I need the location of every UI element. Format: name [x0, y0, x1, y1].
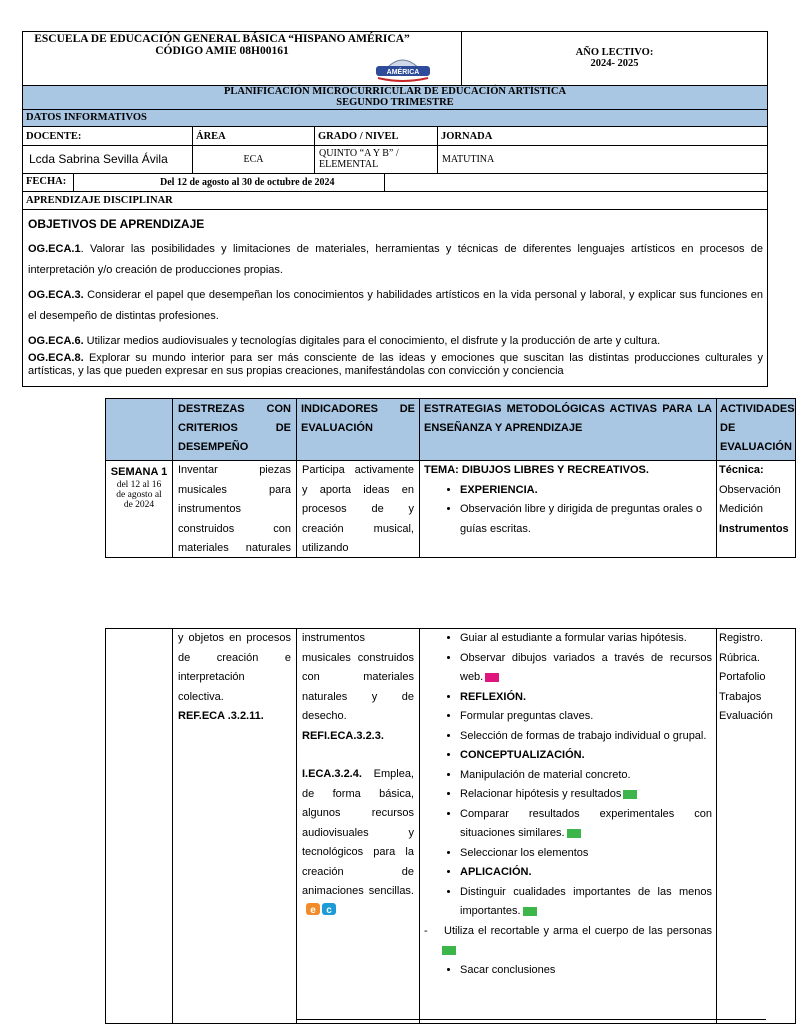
grado-value: QUINTO “A Y B” /	[319, 148, 399, 159]
table-header-week-cell	[105, 398, 173, 461]
destreza-text: y objetos en procesos de creación e interpretación colectiva.	[178, 632, 291, 703]
actividad-item: Evaluación	[719, 710, 773, 722]
datos-informativos-band	[22, 109, 768, 127]
grado-value-cell	[314, 145, 438, 174]
table-header-destrezas: DESTREZAS CON CRITERIOS DE DESEMPEÑO	[172, 398, 297, 461]
objetivo-item: OG.ECA.1. Valorar las posibilidades y limitaciones de materiales, herramientas y técnicas de diferentes lenguajes artísticos en procesos de interpretación y/o creación de producciones propias.	[28, 243, 763, 276]
week-cell-continued	[105, 628, 173, 1024]
week-label: SEMANA 1	[110, 466, 168, 478]
ecuador-edu-icon	[305, 902, 337, 924]
estrategias-cell-continued	[419, 628, 717, 1024]
grado-label-cell	[314, 126, 438, 146]
jornada-value: MATUTINA	[442, 154, 495, 165]
tecnica-label: Técnica:	[719, 464, 764, 476]
estrategia-item: • Formular preguntas claves.	[460, 707, 712, 727]
estrategias-cell	[419, 460, 717, 558]
estrategia-item: • EXPERIENCIA.	[460, 481, 712, 501]
table-header-estrategias: ESTRATEGIAS METODOLÓGICAS ACTIVAS PARA LA ENSEÑANZA Y APRENDIZAJE	[419, 398, 717, 461]
destreza-cell-continued	[172, 628, 297, 1024]
objetivo-item: OG.ECA.3. Considerar el papel que desempeñan los conocimientos y habilidades artísticos en la vida personal y laboral, y explicar sus funciones en el desempeño de distintas profesiones.	[28, 289, 763, 322]
jornada-value-cell	[437, 145, 768, 174]
aprendizaje-label-cell	[22, 191, 768, 210]
docente-label: DOCENTE:	[26, 131, 82, 142]
fecha-value: Del 12 de agosto al 30 de octubre de 2024	[160, 177, 335, 188]
logo-text: AMÉRICA	[386, 69, 420, 76]
indicador-cell: Participa activamente y aporta ideas en procesos de y creación musical, utilizando	[296, 460, 420, 558]
objetivo-item: OG.ECA.8. Explorar su mundo interior para ser más consciente de las ideas y emociones que suscitan las distintas producciones culturales y artísticas, y las que pueden expresar en sus propias creaciones, manifestándolas con convicción y conciencia	[28, 352, 763, 377]
objetivos-heading: OBJETIVOS DE APRENDIZAJE	[28, 217, 205, 231]
school-year-cell	[461, 31, 768, 86]
actividad-item: Portafolio	[719, 671, 766, 683]
fecha-value-cell	[73, 173, 385, 192]
school-logo	[352, 44, 452, 84]
estrategia-item: • Observar dibujos variados a través de recursos web.	[460, 649, 712, 688]
instrumentos-label: Instrumentos	[719, 522, 789, 535]
jornada-label: JORNADA	[441, 131, 493, 142]
estrategia-item: • Selección de formas de trabajo individual o grupal.	[460, 727, 712, 747]
actividades-cell-continued	[716, 628, 796, 1024]
actividad-item: Rúbrica.	[719, 651, 760, 664]
week-cell	[105, 460, 173, 558]
fecha-label-cell	[22, 173, 74, 192]
table-header-indicadores: INDICADORES DE EVALUACIÓN	[296, 398, 420, 461]
school-year-label: AÑO LECTIVO:	[575, 47, 654, 58]
school-name: ESCUELA DE EDUCACIÓN GENERAL BÁSICA “HISPANO AMÉRICA”	[34, 33, 410, 45]
fecha-label: FECHA:	[26, 176, 67, 187]
nivel-value: ELEMENTAL	[319, 159, 379, 170]
next-row-fragment	[296, 1019, 766, 1024]
area-label-cell	[192, 126, 315, 146]
datos-informativos-label: DATOS INFORMATIVOS	[26, 112, 147, 123]
actividad-item: Registro.	[719, 632, 764, 644]
aprendizaje-label: APRENDIZAJE DISCIPLINAR	[26, 195, 173, 206]
estrategia-item: • Comparar resultados experimentales con situaciones similares.	[460, 805, 712, 844]
actividad-item: Observación	[719, 483, 781, 496]
svg-text:e: e	[310, 904, 316, 916]
plan-title-band	[22, 85, 768, 110]
estrategia-item: • APLICACIÓN.	[460, 863, 712, 883]
objetivos-section	[22, 209, 768, 387]
docente-value-cell	[22, 145, 193, 174]
destreza-ref: REF.ECA .3.2.11.	[178, 710, 264, 722]
estrategia-item: • CONCEPTUALIZACIÓN.	[460, 746, 712, 766]
highlight-mark	[485, 673, 499, 682]
highlight-mark	[567, 829, 581, 838]
area-value-cell	[192, 145, 315, 174]
green-mark	[442, 946, 456, 955]
estrategia-item: • Sacar conclusiones	[460, 961, 712, 981]
svg-text:c: c	[326, 904, 332, 916]
indicador-ref: REFI.ECA.3.2.3.	[302, 729, 384, 742]
plan-title: PLANIFICACIÓN MICROCURRICULAR DE EDUCACIÓN ARTÍSTICA	[223, 86, 567, 97]
indicador-text: instrumentos musicales construidos con materiales naturales y de desecho.	[302, 632, 414, 722]
destreza-cell: Inventar piezas musicales para instrumentos construidos con materiales naturales	[172, 460, 297, 558]
school-code: CÓDIGO AMIE 08H00161	[155, 45, 289, 57]
estrategias-list	[424, 629, 712, 922]
actividad-item: Trabajos	[719, 690, 762, 703]
estrategia-item: • Seleccionar los elementos	[460, 844, 712, 864]
plan-subtitle: SEGUNDO TRIMESTRE	[336, 97, 454, 108]
estrategia-item: • Observación libre y dirigida de preguntas orales o guías escritas.	[460, 500, 712, 539]
docente-value: Lcda Sabrina Sevilla Ávila	[29, 152, 168, 166]
week-dates: del 12 al 16 de agosto al de 2024	[116, 480, 162, 510]
objetivo-item: OG.ECA.6. Utilizar medios audiovisuales y tecnologías digitales para el conocimiento, el disfrute y la producción de arte y cultura.	[28, 335, 661, 347]
jornada-label-cell	[437, 126, 768, 146]
fecha-empty-cell	[384, 173, 768, 192]
grado-label: GRADO / NIVEL	[318, 131, 399, 142]
estrategia-item: • Manipulación de material concreto.	[460, 766, 712, 786]
indicador-2: I.ECA.3.2.4. Emplea, de forma básica, algunos recursos audiovisuales y tecnológicos para la creación de animaciones sencillas. e c	[302, 765, 414, 923]
docente-label-cell	[22, 126, 193, 146]
indicador-cell-continued	[296, 628, 420, 1024]
actividades-cell	[716, 460, 796, 558]
estrategia-item: • Distinguir cualidades importantes de las menos importantes.	[460, 883, 712, 922]
school-year-value: 2024- 2025	[590, 58, 639, 69]
estrategia-item: • Relacionar hipótesis y resultados	[460, 785, 712, 805]
highlight-mark	[523, 907, 537, 916]
estrategia-item: • Guiar al estudiante a formular varias hipótesis.	[460, 629, 712, 649]
area-label: ÁREA	[196, 131, 226, 142]
highlight-mark	[623, 790, 637, 799]
area-value: ECA	[243, 154, 264, 165]
actividad-item: Medición	[719, 503, 764, 515]
tema-label: TEMA: DIBUJOS LIBRES Y RECREATIVOS.	[424, 464, 649, 476]
table-header-actividades: ACTIVIDADES DE EVALUACIÓN	[716, 398, 796, 461]
estrategia-item: • REFLEXIÓN.	[460, 688, 712, 708]
dash-item: - Utiliza el recortable y arma el cuerpo de las personas	[424, 922, 712, 961]
